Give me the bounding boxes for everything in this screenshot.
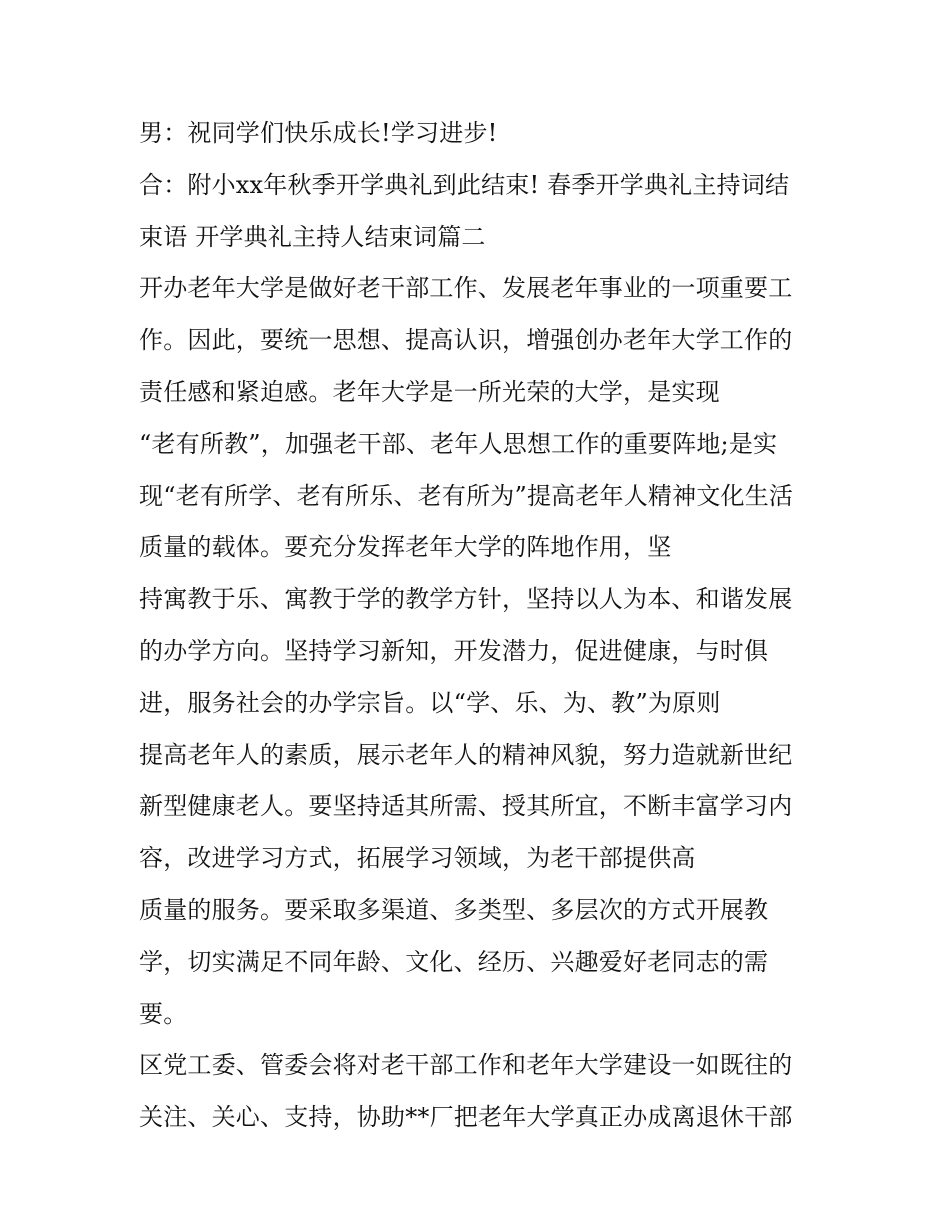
text-line: 进，服务社会的办学宗旨。以“学、乐、为、教”为原则 — [139, 688, 721, 717]
text-line: 新型健康老人。要坚持适其所需、授其所宜，不断丰富学习内 — [139, 792, 793, 821]
text-line: 学，切实满足不同年龄、文化、经历、兴趣爱好老同志的需 — [139, 947, 769, 976]
text-line: 提高老年人的素质，展示老年人的精神风貌，努力造就新世纪 — [139, 740, 793, 769]
text-line: “老有所教”，加强老干部、老年人思想工作的重要阵地;是实 — [139, 429, 778, 458]
text-line: 持寓教于乐、寓教于学的教学方针，坚持以人为本、和谐发展 — [139, 585, 793, 614]
text-line: 男：祝同学们快乐成长!学习进步! — [139, 119, 498, 147]
text-line: 质量的服务。要采取多渠道、多类型、多层次的方式开展教 — [139, 895, 769, 924]
document-body — [139, 108, 819, 1144]
text-line: 作。因此，要统一思想、提高认识，增强创办老年大学工作的 — [139, 326, 793, 355]
text-line: 容，改进学习方式，拓展学习领域，为老干部提供高 — [139, 844, 696, 873]
text-line: 的办学方向。坚持学习新知，开发潜力，促进健康，与时俱 — [139, 636, 769, 665]
text-line: 质量的载体。要充分发挥老年大学的阵地作用，坚 — [139, 533, 672, 562]
text-line: 现“老有所学、老有所乐、老有所为”提高老年人精神文化生活 — [139, 481, 794, 510]
text-line: 束语 开学典礼主持人结束词篇二 — [139, 222, 486, 251]
text-line: 关注、关心、支持，协助**厂把老年大学真正办成离退休干部 — [139, 1103, 793, 1132]
text-line: 开办老年大学是做好老干部工作、发展老年事业的一项重要工 — [139, 274, 793, 303]
text-line: 要。 — [139, 999, 188, 1028]
text-line: 责任感和紧迫感。老年大学是一所光荣的大学，是实现 — [139, 377, 720, 406]
text-line: 区党工委、管委会将对老干部工作和老年大学建设一如既往的 — [139, 1051, 793, 1080]
text-line: 合：附小xx年秋季开学典礼到此结束! 春季开学典礼主持词结 — [139, 170, 790, 199]
